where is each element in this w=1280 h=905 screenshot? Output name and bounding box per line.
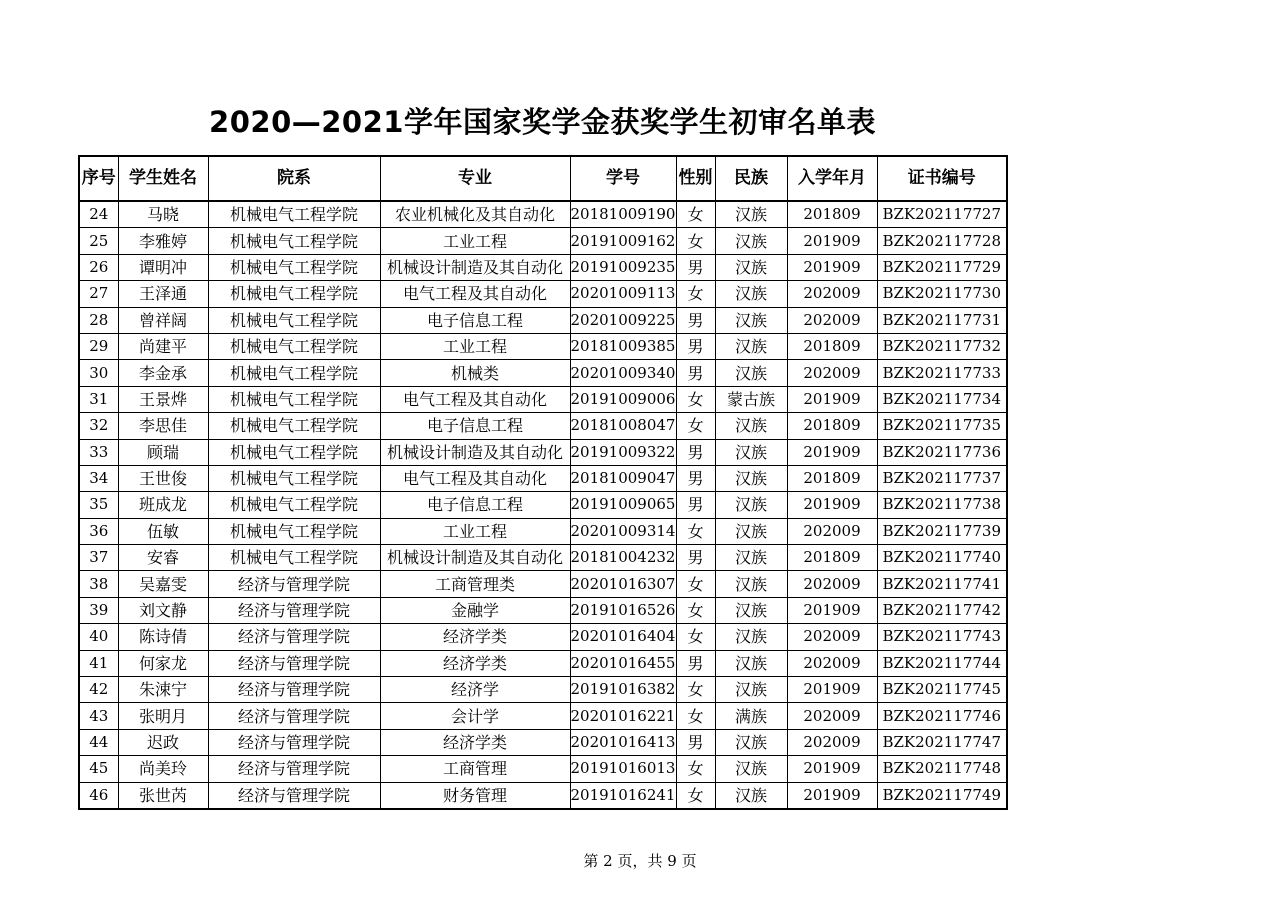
cell-certificate-no: BZK202117731 bbox=[877, 307, 1007, 333]
cell-enroll-date: 202009 bbox=[787, 624, 877, 650]
cell-enroll-date: 202009 bbox=[787, 360, 877, 386]
cell-dept: 机械电气工程学院 bbox=[208, 333, 380, 359]
cell-ethnicity: 汉族 bbox=[715, 597, 787, 623]
header-dept: 院系 bbox=[208, 156, 380, 201]
cell-no: 25 bbox=[79, 228, 118, 254]
cell-dept: 机械电气工程学院 bbox=[208, 228, 380, 254]
cell-name: 王泽通 bbox=[118, 281, 208, 307]
cell-enroll-date: 201809 bbox=[787, 545, 877, 571]
cell-dept: 机械电气工程学院 bbox=[208, 360, 380, 386]
cell-dept: 机械电气工程学院 bbox=[208, 307, 380, 333]
cell-certificate-no: BZK202117729 bbox=[877, 254, 1007, 280]
cell-ethnicity: 汉族 bbox=[715, 439, 787, 465]
cell-name: 安睿 bbox=[118, 545, 208, 571]
table-row bbox=[79, 650, 1007, 676]
cell-certificate-no: BZK202117736 bbox=[877, 439, 1007, 465]
cell-ethnicity: 汉族 bbox=[715, 782, 787, 809]
cell-ethnicity: 汉族 bbox=[715, 465, 787, 491]
table-row bbox=[79, 281, 1007, 307]
cell-dept: 机械电气工程学院 bbox=[208, 386, 380, 412]
cell-major: 电子信息工程 bbox=[380, 492, 570, 518]
table-body bbox=[79, 201, 1007, 809]
cell-no: 42 bbox=[79, 677, 118, 703]
cell-gender: 男 bbox=[676, 465, 715, 491]
cell-major: 金融学 bbox=[380, 597, 570, 623]
cell-major: 机械设计制造及其自动化 bbox=[380, 439, 570, 465]
cell-dept: 经济与管理学院 bbox=[208, 624, 380, 650]
cell-certificate-no: BZK202117732 bbox=[877, 333, 1007, 359]
header-name: 学生姓名 bbox=[118, 156, 208, 201]
cell-enroll-date: 201909 bbox=[787, 254, 877, 280]
cell-gender: 女 bbox=[676, 597, 715, 623]
table-row bbox=[79, 677, 1007, 703]
cell-gender: 女 bbox=[676, 624, 715, 650]
cell-gender: 女 bbox=[676, 413, 715, 439]
cell-certificate-no: BZK202117749 bbox=[877, 782, 1007, 809]
cell-enroll-date: 202009 bbox=[787, 518, 877, 544]
cell-gender: 男 bbox=[676, 729, 715, 755]
cell-name: 班成龙 bbox=[118, 492, 208, 518]
cell-gender: 男 bbox=[676, 439, 715, 465]
table-row bbox=[79, 228, 1007, 254]
header-ethnicity: 民族 bbox=[715, 156, 787, 201]
cell-name: 尚美玲 bbox=[118, 756, 208, 782]
cell-no: 37 bbox=[79, 545, 118, 571]
cell-gender: 女 bbox=[676, 756, 715, 782]
cell-gender: 女 bbox=[676, 703, 715, 729]
cell-no: 32 bbox=[79, 413, 118, 439]
cell-name: 顾瑞 bbox=[118, 439, 208, 465]
cell-student-id: 20191009322 bbox=[570, 439, 676, 465]
cell-certificate-no: BZK202117727 bbox=[877, 201, 1007, 228]
table-row bbox=[79, 518, 1007, 544]
cell-name: 刘文静 bbox=[118, 597, 208, 623]
cell-major: 经济学类 bbox=[380, 624, 570, 650]
cell-student-id: 20201009225 bbox=[570, 307, 676, 333]
cell-name: 迟政 bbox=[118, 729, 208, 755]
cell-student-id: 20181008047 bbox=[570, 413, 676, 439]
cell-major: 工商管理类 bbox=[380, 571, 570, 597]
cell-major: 电子信息工程 bbox=[380, 413, 570, 439]
cell-enroll-date: 201909 bbox=[787, 782, 877, 809]
cell-dept: 机械电气工程学院 bbox=[208, 413, 380, 439]
cell-no: 35 bbox=[79, 492, 118, 518]
cell-name: 王景烨 bbox=[118, 386, 208, 412]
cell-major: 工业工程 bbox=[380, 518, 570, 544]
cell-gender: 女 bbox=[676, 386, 715, 412]
cell-gender: 男 bbox=[676, 360, 715, 386]
cell-gender: 女 bbox=[676, 677, 715, 703]
cell-enroll-date: 201909 bbox=[787, 677, 877, 703]
cell-enroll-date: 201909 bbox=[787, 492, 877, 518]
cell-major: 电气工程及其自动化 bbox=[380, 386, 570, 412]
cell-gender: 女 bbox=[676, 518, 715, 544]
scholarship-table bbox=[78, 155, 1008, 810]
table-header-row bbox=[79, 156, 1007, 201]
table-row bbox=[79, 465, 1007, 491]
header-sid: 学号 bbox=[570, 156, 676, 201]
cell-gender: 男 bbox=[676, 492, 715, 518]
cell-ethnicity: 汉族 bbox=[715, 756, 787, 782]
header-major: 专业 bbox=[380, 156, 570, 201]
cell-major: 农业机械化及其自动化 bbox=[380, 201, 570, 228]
cell-enroll-date: 201909 bbox=[787, 386, 877, 412]
cell-certificate-no: BZK202117734 bbox=[877, 386, 1007, 412]
table-row bbox=[79, 597, 1007, 623]
cell-student-id: 20191009065 bbox=[570, 492, 676, 518]
cell-no: 31 bbox=[79, 386, 118, 412]
cell-name: 谭明冲 bbox=[118, 254, 208, 280]
cell-ethnicity: 汉族 bbox=[715, 518, 787, 544]
cell-no: 28 bbox=[79, 307, 118, 333]
cell-enroll-date: 201809 bbox=[787, 465, 877, 491]
cell-certificate-no: BZK202117746 bbox=[877, 703, 1007, 729]
cell-name: 尚建平 bbox=[118, 333, 208, 359]
cell-dept: 机械电气工程学院 bbox=[208, 201, 380, 228]
cell-ethnicity: 蒙古族 bbox=[715, 386, 787, 412]
cell-major: 经济学 bbox=[380, 677, 570, 703]
cell-ethnicity: 汉族 bbox=[715, 360, 787, 386]
cell-student-id: 20191009006 bbox=[570, 386, 676, 412]
cell-ethnicity: 汉族 bbox=[715, 650, 787, 676]
cell-major: 机械设计制造及其自动化 bbox=[380, 254, 570, 280]
cell-dept: 经济与管理学院 bbox=[208, 650, 380, 676]
cell-student-id: 20191009162 bbox=[570, 228, 676, 254]
cell-name: 何家龙 bbox=[118, 650, 208, 676]
table-row bbox=[79, 782, 1007, 809]
cell-student-id: 20201016404 bbox=[570, 624, 676, 650]
cell-ethnicity: 汉族 bbox=[715, 571, 787, 597]
cell-no: 39 bbox=[79, 597, 118, 623]
cell-ethnicity: 汉族 bbox=[715, 254, 787, 280]
table-row bbox=[79, 492, 1007, 518]
table-row bbox=[79, 624, 1007, 650]
cell-major: 经济学类 bbox=[380, 729, 570, 755]
cell-enroll-date: 201809 bbox=[787, 413, 877, 439]
cell-enroll-date: 202009 bbox=[787, 650, 877, 676]
cell-student-id: 20191016526 bbox=[570, 597, 676, 623]
cell-enroll-date: 202009 bbox=[787, 307, 877, 333]
cell-student-id: 20201016221 bbox=[570, 703, 676, 729]
cell-certificate-no: BZK202117740 bbox=[877, 545, 1007, 571]
table-row bbox=[79, 333, 1007, 359]
cell-student-id: 20181009385 bbox=[570, 333, 676, 359]
cell-no: 27 bbox=[79, 281, 118, 307]
cell-major: 电气工程及其自动化 bbox=[380, 281, 570, 307]
cell-no: 33 bbox=[79, 439, 118, 465]
cell-enroll-date: 201909 bbox=[787, 228, 877, 254]
cell-gender: 男 bbox=[676, 307, 715, 333]
cell-ethnicity: 汉族 bbox=[715, 545, 787, 571]
cell-student-id: 20191016013 bbox=[570, 756, 676, 782]
cell-dept: 经济与管理学院 bbox=[208, 703, 380, 729]
cell-student-id: 20201016455 bbox=[570, 650, 676, 676]
cell-name: 张明月 bbox=[118, 703, 208, 729]
header-no: 序号 bbox=[79, 156, 118, 201]
cell-name: 曾祥阔 bbox=[118, 307, 208, 333]
cell-major: 工业工程 bbox=[380, 333, 570, 359]
cell-certificate-no: BZK202117735 bbox=[877, 413, 1007, 439]
cell-certificate-no: BZK202117747 bbox=[877, 729, 1007, 755]
table-row bbox=[79, 756, 1007, 782]
cell-major: 机械类 bbox=[380, 360, 570, 386]
cell-ethnicity: 汉族 bbox=[715, 281, 787, 307]
cell-no: 34 bbox=[79, 465, 118, 491]
cell-no: 41 bbox=[79, 650, 118, 676]
cell-no: 30 bbox=[79, 360, 118, 386]
cell-student-id: 20191009235 bbox=[570, 254, 676, 280]
cell-certificate-no: BZK202117741 bbox=[877, 571, 1007, 597]
cell-ethnicity: 汉族 bbox=[715, 228, 787, 254]
cell-dept: 经济与管理学院 bbox=[208, 597, 380, 623]
cell-major: 工业工程 bbox=[380, 228, 570, 254]
cell-name: 王世俊 bbox=[118, 465, 208, 491]
cell-no: 36 bbox=[79, 518, 118, 544]
table-row bbox=[79, 201, 1007, 228]
cell-certificate-no: BZK202117742 bbox=[877, 597, 1007, 623]
cell-major: 机械设计制造及其自动化 bbox=[380, 545, 570, 571]
cell-name: 李雅婷 bbox=[118, 228, 208, 254]
cell-enroll-date: 201909 bbox=[787, 439, 877, 465]
table-row bbox=[79, 386, 1007, 412]
table-row bbox=[79, 545, 1007, 571]
cell-name: 陈诗倩 bbox=[118, 624, 208, 650]
cell-gender: 男 bbox=[676, 333, 715, 359]
cell-ethnicity: 汉族 bbox=[715, 307, 787, 333]
cell-student-id: 20191016241 bbox=[570, 782, 676, 809]
cell-certificate-no: BZK202117743 bbox=[877, 624, 1007, 650]
cell-certificate-no: BZK202117733 bbox=[877, 360, 1007, 386]
cell-student-id: 20201009113 bbox=[570, 281, 676, 307]
page-title: 2020—2021学年国家奖学金获奖学生初审名单表 bbox=[209, 105, 876, 139]
cell-ethnicity: 汉族 bbox=[715, 729, 787, 755]
cell-student-id: 20181009190 bbox=[570, 201, 676, 228]
cell-no: 29 bbox=[79, 333, 118, 359]
cell-no: 44 bbox=[79, 729, 118, 755]
page-footer: 第 2 页，共 9 页 bbox=[583, 852, 697, 870]
cell-ethnicity: 满族 bbox=[715, 703, 787, 729]
cell-gender: 男 bbox=[676, 254, 715, 280]
cell-ethnicity: 汉族 bbox=[715, 677, 787, 703]
table-row bbox=[79, 729, 1007, 755]
cell-enroll-date: 202009 bbox=[787, 571, 877, 597]
cell-dept: 机械电气工程学院 bbox=[208, 492, 380, 518]
cell-gender: 女 bbox=[676, 228, 715, 254]
header-gender: 性别 bbox=[676, 156, 715, 201]
cell-student-id: 20181004232 bbox=[570, 545, 676, 571]
cell-no: 45 bbox=[79, 756, 118, 782]
cell-dept: 经济与管理学院 bbox=[208, 782, 380, 809]
header-enroll: 入学年月 bbox=[787, 156, 877, 201]
cell-enroll-date: 201809 bbox=[787, 333, 877, 359]
cell-gender: 女 bbox=[676, 281, 715, 307]
cell-gender: 女 bbox=[676, 782, 715, 809]
table-row bbox=[79, 254, 1007, 280]
cell-dept: 机械电气工程学院 bbox=[208, 254, 380, 280]
cell-name: 朱涑宁 bbox=[118, 677, 208, 703]
cell-gender: 男 bbox=[676, 545, 715, 571]
header-cert: 证书编号 bbox=[877, 156, 1007, 201]
cell-major: 工商管理 bbox=[380, 756, 570, 782]
cell-ethnicity: 汉族 bbox=[715, 624, 787, 650]
cell-ethnicity: 汉族 bbox=[715, 201, 787, 228]
cell-no: 24 bbox=[79, 201, 118, 228]
cell-enroll-date: 201909 bbox=[787, 756, 877, 782]
cell-student-id: 20191016382 bbox=[570, 677, 676, 703]
cell-enroll-date: 202009 bbox=[787, 729, 877, 755]
cell-no: 43 bbox=[79, 703, 118, 729]
cell-certificate-no: BZK202117748 bbox=[877, 756, 1007, 782]
cell-dept: 机械电气工程学院 bbox=[208, 518, 380, 544]
cell-certificate-no: BZK202117737 bbox=[877, 465, 1007, 491]
cell-dept: 机械电气工程学院 bbox=[208, 465, 380, 491]
cell-ethnicity: 汉族 bbox=[715, 492, 787, 518]
cell-certificate-no: BZK202117744 bbox=[877, 650, 1007, 676]
cell-ethnicity: 汉族 bbox=[715, 413, 787, 439]
table-row bbox=[79, 439, 1007, 465]
cell-gender: 女 bbox=[676, 571, 715, 597]
cell-major: 财务管理 bbox=[380, 782, 570, 809]
cell-gender: 男 bbox=[676, 650, 715, 676]
table-row bbox=[79, 413, 1007, 439]
table-row bbox=[79, 307, 1007, 333]
cell-certificate-no: BZK202117745 bbox=[877, 677, 1007, 703]
cell-dept: 经济与管理学院 bbox=[208, 571, 380, 597]
cell-enroll-date: 201909 bbox=[787, 597, 877, 623]
table-row bbox=[79, 571, 1007, 597]
cell-major: 电子信息工程 bbox=[380, 307, 570, 333]
cell-major: 电气工程及其自动化 bbox=[380, 465, 570, 491]
cell-dept: 机械电气工程学院 bbox=[208, 281, 380, 307]
cell-certificate-no: BZK202117728 bbox=[877, 228, 1007, 254]
cell-major: 经济学类 bbox=[380, 650, 570, 676]
cell-name: 吴嘉雯 bbox=[118, 571, 208, 597]
cell-gender: 女 bbox=[676, 201, 715, 228]
cell-no: 38 bbox=[79, 571, 118, 597]
cell-student-id: 20201016307 bbox=[570, 571, 676, 597]
cell-name: 马晓 bbox=[118, 201, 208, 228]
table-row bbox=[79, 360, 1007, 386]
table-row bbox=[79, 703, 1007, 729]
cell-certificate-no: BZK202117738 bbox=[877, 492, 1007, 518]
cell-dept: 经济与管理学院 bbox=[208, 729, 380, 755]
cell-name: 李思佳 bbox=[118, 413, 208, 439]
cell-student-id: 20201009314 bbox=[570, 518, 676, 544]
cell-major: 会计学 bbox=[380, 703, 570, 729]
cell-ethnicity: 汉族 bbox=[715, 333, 787, 359]
cell-no: 26 bbox=[79, 254, 118, 280]
cell-enroll-date: 201809 bbox=[787, 201, 877, 228]
cell-enroll-date: 202009 bbox=[787, 703, 877, 729]
cell-certificate-no: BZK202117739 bbox=[877, 518, 1007, 544]
cell-student-id: 20201016413 bbox=[570, 729, 676, 755]
cell-no: 40 bbox=[79, 624, 118, 650]
cell-dept: 机械电气工程学院 bbox=[208, 439, 380, 465]
cell-no: 46 bbox=[79, 782, 118, 809]
cell-name: 张世芮 bbox=[118, 782, 208, 809]
cell-dept: 经济与管理学院 bbox=[208, 677, 380, 703]
cell-dept: 机械电气工程学院 bbox=[208, 545, 380, 571]
cell-certificate-no: BZK202117730 bbox=[877, 281, 1007, 307]
cell-dept: 经济与管理学院 bbox=[208, 756, 380, 782]
cell-name: 伍敏 bbox=[118, 518, 208, 544]
cell-enroll-date: 202009 bbox=[787, 281, 877, 307]
cell-name: 李金承 bbox=[118, 360, 208, 386]
cell-student-id: 20201009340 bbox=[570, 360, 676, 386]
cell-student-id: 20181009047 bbox=[570, 465, 676, 491]
